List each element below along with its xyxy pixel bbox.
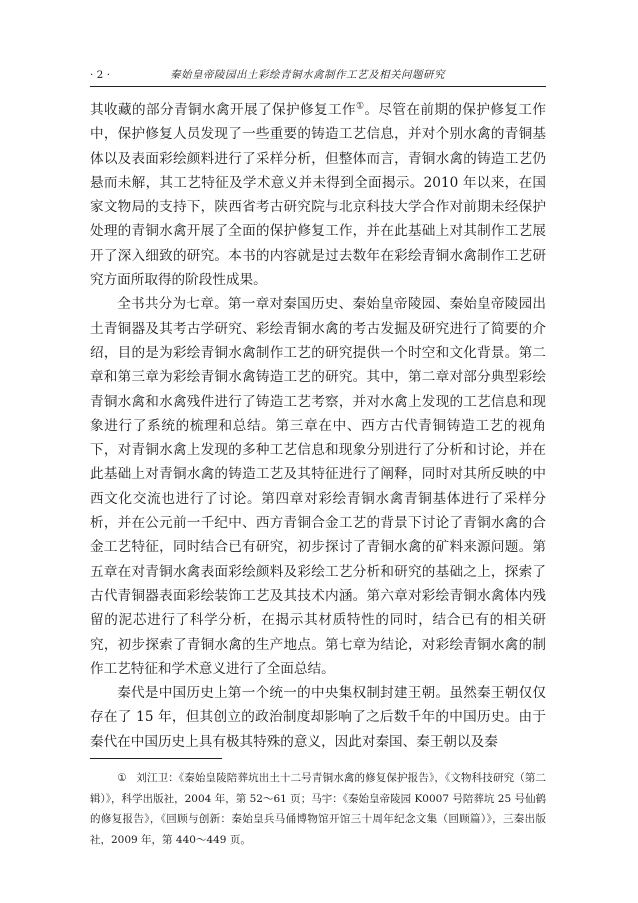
running-header <box>90 66 546 84</box>
footnote <box>90 768 546 850</box>
paragraph-1-rest: 。尽管在前期的保护修复工作中，保护修复人员发现了一些重要的铸造工艺信息，并对个别水禽的青铜基体以及表面彩绘颜料进行了采样分析，但整体而言，青铜水禽的铸造工艺仍悬而未解，其工艺特征及学术意义并未得到全面揭示。2010 年以来，在国家文物局的支持下，陕西省考古研究院与北京科技大学合作对前期未经保护处理的青铜水禽开展了全面的保护修复工作，并在此基础上对其制作工艺展开了深入细致的研究。本书的内容就是过去数年在彩绘青铜水禽制作工艺研究方面所取得的阶段性成果。 <box>90 102 547 289</box>
header-rule <box>90 86 546 87</box>
paragraph-1 <box>90 98 546 292</box>
paragraph-3: 秦代是中国历史上第一个统一的中央集权制封建王朝。虽然秦王朝仅仅存在了 15 年，但其创立的政治制度却影响了之后数千年的中国历史。由于秦代在中国历史上具有极其特殊的意义，因此对秦国、秦王朝以及秦 <box>90 685 546 750</box>
body-text <box>90 98 546 754</box>
footnote-rule <box>90 758 222 759</box>
paragraph-2: 全书共分为七章。第一章对秦国历史、秦始皇帝陵园、秦始皇帝陵园出土青铜器及其考古学研究、彩绘青铜水禽的考古发掘及研究进行了简要的介绍，目的是为彩绘青铜水禽制作工艺的研究提供一个时空和文化背景。第二章和第三章为彩绘青铜水禽铸造工艺的研究。其中，第二章对部分典型彩绘青铜水禽和水禽残件进行了铸造工艺考察，并对水禽上发现的工艺信息和现象进行了系统的梳理和总结。第三章在中、西方古代青铜铸造工艺的视角下，对青铜水禽上发现的多种工艺信息和现象分别进行了分析和讨论，并在此基础上对青铜水禽的铸造工艺及其特征进行了阐释，同时对其所反映的中西文化交流也进行了讨论。第四章对彩绘青铜水禽青铜基体进行了采样分析，并在公元前一千纪中、西方青铜合金工艺的背景下讨论了青铜水禽的合金工艺特征，同时结合已有研究，初步探讨了青铜水禽的矿料来源问题。第五章在对青铜水禽表面彩绘颜料及彩绘工艺分析和研究的基础之上，探索了古代青铜器表面彩绘装饰工艺及其技术内涵。第六章对彩绘青铜水禽体内残留的泥芯进行了科学分析，在揭示其材质特性的同时，结合已有的相关研究，初步探索了青铜水禽的生产地点。第七章为结论，对彩绘青铜水禽的制作工艺特征和学术意义进行了全面总结。 <box>90 296 546 677</box>
footnote-mark: ① <box>117 772 127 784</box>
footnote-text: 刘江卫：《秦始皇陵陪葬坑出土十二号青铜水禽的修复保护报告》，《文物科技研究（第二辑）》，科学出版社，2004 年，第 52～61 页；马宇：《秦始皇帝陵园 K0007 号陪葬坑 25 号仙鹤的修复报告》，《回顾与创新：秦始皇兵马俑博物馆开馆三十周年纪念文集（回顾篇）》，三秦出版社，2009 年，第 440～449 页。 <box>90 772 546 846</box>
page-number: · 2 · <box>90 69 111 81</box>
paragraph-1-start: 其收藏的部分青铜水禽开展了保护修复工作 <box>90 102 356 118</box>
running-title: 秦始皇帝陵园出土彩绘青铜水禽制作工艺及相关问题研究 <box>170 69 445 81</box>
footnote-reference[interactable]: ① <box>355 101 365 112</box>
